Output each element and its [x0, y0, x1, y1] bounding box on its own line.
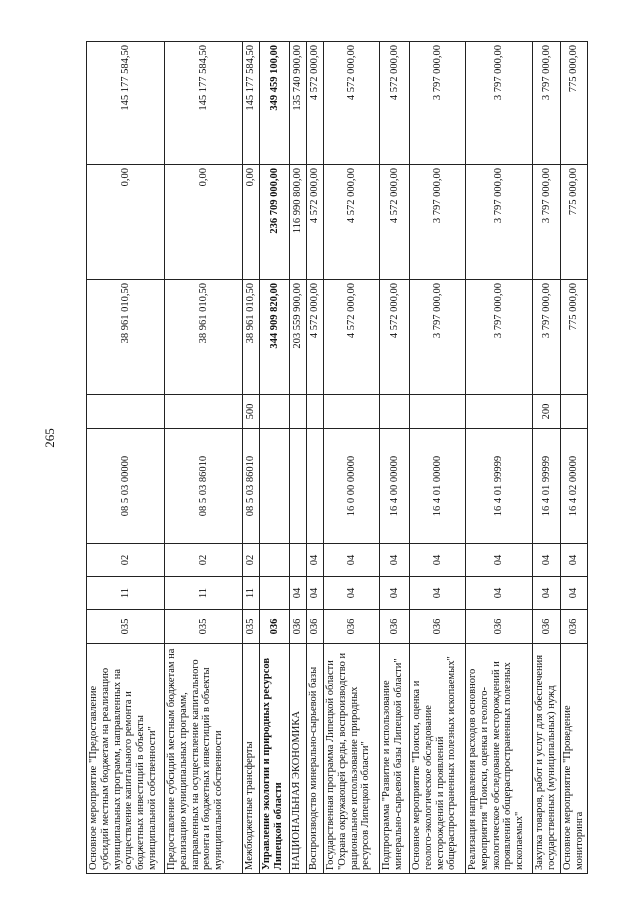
- row-sum-1: 38 961 010,50: [87, 280, 165, 395]
- row-podrazdel: 02: [165, 544, 243, 577]
- row-razdel: 04: [466, 577, 533, 610]
- row-podrazdel: 04: [533, 544, 561, 577]
- row-target-article: 08 5 03 86010: [165, 429, 243, 544]
- row-target-article: 08 5 03 86010: [243, 429, 260, 544]
- row-expense-type: [561, 395, 588, 429]
- row-name: Подпрограмма "Развитие и использование минерально-сырьевой базы Липецкой области": [380, 644, 410, 874]
- row-expense-type: [380, 395, 410, 429]
- row-target-article: 16 4 01 00000: [410, 429, 466, 544]
- row-expense-type: [324, 395, 380, 429]
- row-razdel: 04: [561, 577, 588, 610]
- row-code: 036: [410, 610, 466, 644]
- row-code: 036: [290, 610, 307, 644]
- row-name: Реализация направления расходов основного мероприятия "Поиски, оценка и геолого-экологическое обследование месторождений и проявлений общераспространенных полезных ископаемых": [466, 644, 533, 874]
- row-sum-2: 0,00: [165, 165, 243, 280]
- row-code: 036: [466, 610, 533, 644]
- row-code: 036: [260, 610, 290, 644]
- row-sum-3: 3 797 000,00: [466, 42, 533, 165]
- row-sum-3: 4 572 000,00: [324, 42, 380, 165]
- row-sum-3: 145 177 584,50: [87, 42, 165, 165]
- table-row: [307, 42, 324, 874]
- row-podrazdel: 02: [243, 544, 260, 577]
- budget-table-container: [86, 42, 585, 874]
- row-target-article: 16 4 02 00000: [561, 429, 588, 544]
- table-row: [561, 42, 588, 874]
- row-sum-2: 0,00: [87, 165, 165, 280]
- row-razdel: 11: [243, 577, 260, 610]
- row-name: Основное мероприятие "Проведение мониторинга: [561, 644, 588, 874]
- row-code: 036: [307, 610, 324, 644]
- row-expense-type: [290, 395, 307, 429]
- row-sum-3: 145 177 584,50: [165, 42, 243, 165]
- row-expense-type: [260, 395, 290, 429]
- row-target-article: [307, 429, 324, 544]
- row-razdel: 04: [380, 577, 410, 610]
- row-expense-type: 500: [243, 395, 260, 429]
- row-sum-1: 38 961 010,50: [165, 280, 243, 395]
- page-number: 265: [42, 428, 57, 448]
- row-target-article: 16 0 00 00000: [324, 429, 380, 544]
- row-sum-1: 4 572 000,00: [380, 280, 410, 395]
- row-sum-2: 3 797 000,00: [410, 165, 466, 280]
- row-sum-1: 203 559 900,00: [290, 280, 307, 395]
- row-podrazdel: [260, 544, 290, 577]
- row-expense-type: 200: [533, 395, 561, 429]
- row-name: Государственная программа Липецкой области "Охрана окружающей среды, воспроизводство и рациональное использование природных ресурсов Липецкой области": [324, 644, 380, 874]
- row-name: Межбюджетные трансферты: [243, 644, 260, 874]
- row-name: Основное мероприятие "Поиски, оценка и геолого-экологическое обследование месторождений и проявлений общераспространенных полезных ископаемых": [410, 644, 466, 874]
- row-sum-2: 3 797 000,00: [533, 165, 561, 280]
- row-sum-2: 4 572 000,00: [307, 165, 324, 280]
- row-name: НАЦИОНАЛЬНАЯ ЭКОНОМИКА: [290, 644, 307, 874]
- row-code: 036: [561, 610, 588, 644]
- row-name: Управление экологии и природных ресурсов Липецкой области: [260, 644, 290, 874]
- row-podrazdel: 04: [561, 544, 588, 577]
- row-code: 036: [324, 610, 380, 644]
- row-sum-3: 775 000,00: [561, 42, 588, 165]
- table-row: [533, 42, 561, 874]
- row-name: Закупка товаров, работ и услуг для обеспечения государственных (муниципальных) нужд: [533, 644, 561, 874]
- row-sum-2: 0,00: [243, 165, 260, 280]
- row-sum-1: 3 797 000,00: [410, 280, 466, 395]
- row-sum-3: 145 177 584,50: [243, 42, 260, 165]
- row-podrazdel: 02: [87, 544, 165, 577]
- row-podrazdel: [290, 544, 307, 577]
- row-sum-2: 116 990 800,00: [290, 165, 307, 280]
- row-podrazdel: 04: [410, 544, 466, 577]
- row-expense-type: [410, 395, 466, 429]
- row-razdel: 11: [87, 577, 165, 610]
- row-sum-3: 3 797 000,00: [533, 42, 561, 165]
- table-row: [410, 42, 466, 874]
- row-expense-type: [87, 395, 165, 429]
- table-row: [466, 42, 533, 874]
- row-sum-3: 135 740 900,00: [290, 42, 307, 165]
- table-row: [380, 42, 410, 874]
- row-podrazdel: 04: [466, 544, 533, 577]
- row-razdel: 04: [307, 577, 324, 610]
- row-code: 035: [165, 610, 243, 644]
- row-code: 035: [243, 610, 260, 644]
- row-sum-2: 4 572 000,00: [324, 165, 380, 280]
- row-sum-1: 775 000,00: [561, 280, 588, 395]
- row-target-article: 16 4 00 00000: [380, 429, 410, 544]
- row-podrazdel: 04: [380, 544, 410, 577]
- budget-table: [86, 41, 588, 874]
- row-podrazdel: 04: [324, 544, 380, 577]
- row-razdel: 04: [533, 577, 561, 610]
- row-sum-2: 3 797 000,00: [466, 165, 533, 280]
- row-sum-1: 4 572 000,00: [307, 280, 324, 395]
- table-row: [165, 42, 243, 874]
- row-target-article: 16 4 01 99999: [533, 429, 561, 544]
- budget-table-body: [87, 42, 588, 874]
- row-name: Основное мероприятие "Предоставление субсидий местным бюджетам на реализацию муниципальных программ, направленных на осуществление капитального ремонта и бюджетных инвестиций в объекты муниципальной собственности": [87, 644, 165, 874]
- row-expense-type: [307, 395, 324, 429]
- row-code: 035: [87, 610, 165, 644]
- row-podrazdel: 04: [307, 544, 324, 577]
- table-row: [260, 42, 290, 874]
- row-name: Воспроизводство минерально-сырьевой базы: [307, 644, 324, 874]
- row-expense-type: [466, 395, 533, 429]
- row-target-article: 16 4 01 99999: [466, 429, 533, 544]
- row-sum-1: 38 961 010,50: [243, 280, 260, 395]
- row-target-article: 08 5 03 00000: [87, 429, 165, 544]
- table-row: [290, 42, 307, 874]
- table-row: [324, 42, 380, 874]
- row-sum-1: 3 797 000,00: [466, 280, 533, 395]
- row-sum-1: 4 572 000,00: [324, 280, 380, 395]
- row-sum-2: 4 572 000,00: [380, 165, 410, 280]
- row-target-article: [260, 429, 290, 544]
- row-razdel: 04: [324, 577, 380, 610]
- row-sum-2: 775 000,00: [561, 165, 588, 280]
- row-code: 036: [533, 610, 561, 644]
- row-name: Предоставление субсидий местным бюджетам на реализацию муниципальных программ, направленных на осуществление капитального ремонта и бюджетных инвестиций в объекты муниципальной собственности: [165, 644, 243, 874]
- row-sum-3: 349 459 100,00: [260, 42, 290, 165]
- row-razdel: 04: [410, 577, 466, 610]
- row-expense-type: [165, 395, 243, 429]
- table-row: [87, 42, 165, 874]
- row-sum-1: 3 797 000,00: [533, 280, 561, 395]
- row-sum-3: 3 797 000,00: [410, 42, 466, 165]
- row-sum-2: 236 709 000,00: [260, 165, 290, 280]
- row-sum-1: 344 909 820,00: [260, 280, 290, 395]
- row-razdel: 11: [165, 577, 243, 610]
- row-code: 036: [380, 610, 410, 644]
- row-sum-3: 4 572 000,00: [307, 42, 324, 165]
- table-row: [243, 42, 260, 874]
- row-razdel: 04: [290, 577, 307, 610]
- row-razdel: [260, 577, 290, 610]
- row-target-article: [290, 429, 307, 544]
- row-sum-3: 4 572 000,00: [380, 42, 410, 165]
- rotated-table-region: [86, 42, 585, 874]
